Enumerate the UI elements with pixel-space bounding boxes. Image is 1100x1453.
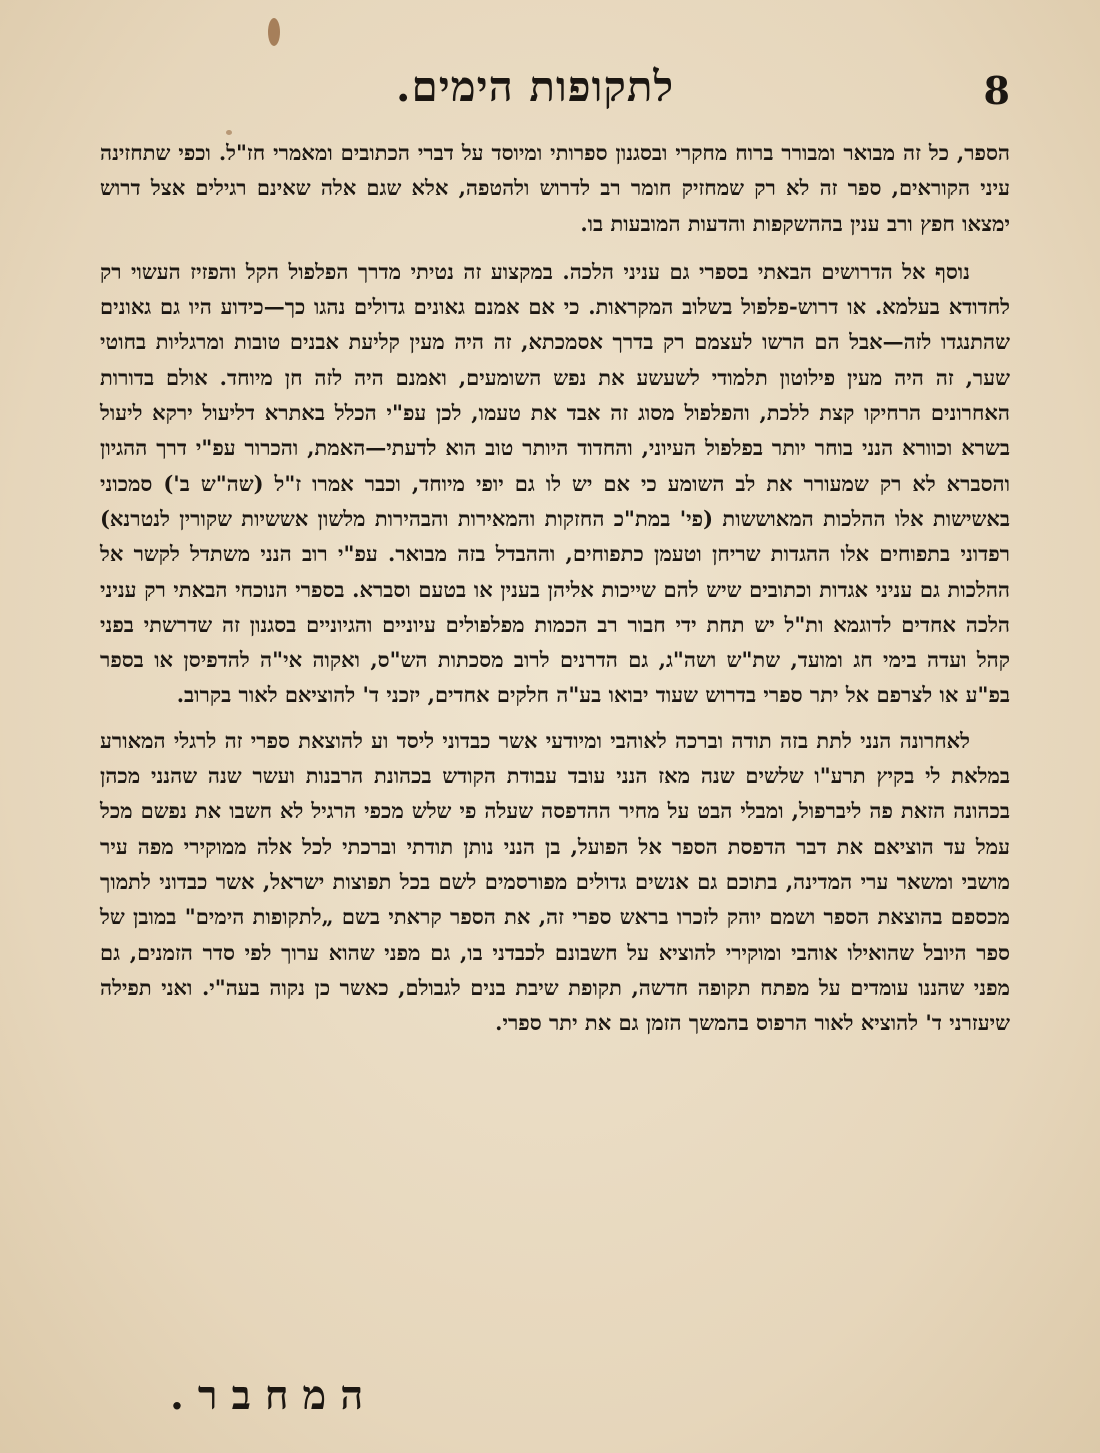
page-number: 8 [983, 68, 1010, 113]
paragraph: לאחרונה הנני לתת בזה תודה וברכה לאוהבי ומיודעי אשר כבדוני ליסד וע להוצאת ספרי זה לרגלי המאורע במלאת לי בקיץ תרע"ו שלשים שנה מאז הנני עובד עבודת הקודש בכהונת הרבנות ועשר שנה שהנני מכהן בכהונה הזאת פה ליברפול, ומבלי הבט על מחיר ההדפסה שעלה פי שלש מכפי הרגיל לא חשבו את נפשם מכל עמל עד הוציאם את דבר הדפסת הספר אל הפועל, בן הנני נותן תודתי וברכתי לכל אלה ממוקירי מפה עיר מושבי ומשאר ערי המדינה, בתוכם גם אנשים גדולים מפורסמים לשם בכל תפוצות ישראל, אשר כבדוני לתמוך מכספם בהוצאת הספר ושמם יוהק לזכרו בראש ספרי זה, את הספר קראתי בשם „לתקופות הימים" במובן של ספר היובל שהואילו אוהבי ומוקירי להוציא על חשבונם לכבדני בו, גם מפני שהוא ערוך לפי סדר הזמנים, גם מפני שהננו עומדים על מפתח תקופה חדשה, תקופת שיבת בנים לגבולם, כאשר כן נקוה בעה"י. ואני תפילה שיעזרני ד' להוציא לאור הרפוס בהמשך הזמן גם את יתר ספרי. [100, 727, 1011, 1036]
paragraph: נוסף אל הדרושים הבאתי בספרי גם עניני הלכה. במקצוע זה נטיתי מדרך הפלפול הקל והפזיז העשוי רק לחדודא בעלמא. או דרוש-פלפול בשלוב המקראות. כי אם אמנם גאונים גדולים נהגו כך—כידוע היו גם גאונים שהתנגדו לזה—אבל הם הרשו לעצמם רק בדרך אסמכתא, זה היה מעין קליעת אבנים טובות ומרגליות בחוטי שער, זה היה מעין פילוטון תלמודי לשעשע את נפש השומעים, ואמנם היה לזה חן מיוחד. אולם בדורות האחרונים הרחיקו קצת ללכת, והפלפול מסוג זה אבד את טעמו, לכן עפ"י הכלל באתרא דליעול ירקא ליעול בשרא וכוורא הנני בוחר יותר בפלפול העיוני, והחדוד היותר טוב הוא לדעתי—האמת, והכרור עפ"י דרך ההגיון והסברא לא רק שמעורר את לב השומע כי אם יש לו גם יופי מיוחד, וכבר אמרו ז"ל (שה"ש ב') סמכוני באשישות אלו ההלכות המאוששות (פי' במת"כ החזקות והמאירות והבהירות מלשון אששיות שקורין לנטרנא) רפדוני בתפוחים אלו ההגדות שריחן וטעמן כתפוחים, וההבדל בזה מבואר. עפ"י רוב הנני משתדל לקשר אל ההלכות גם עניני אגדות וכתובים שיש להם שייכות אליהן בענין או בטעם וסברא. בספרי הנוכחי הבאתי רק עניני הלכה אחדים לדוגמא ות"ל יש תחת ידי חבור רב הכמות מפלפולים עיוניים והגיוניים בסגנון זה שדרשתי בפני קהל ועדה בימי חג ומועד, שת"ש ושה"ג, גם הדרנים לרוב מסכתות הש"ס, ואקוה אי"ה להדפיסן או בספר בפ"ע או לצרפם אל יתר ספרי בדרוש שעוד יבואו בע"ה חלקים אחדים, יזכני ד' להוציאם לאור בקרוב. [100, 258, 1010, 708]
paragraph: הספר, כל זה מבואר ומבורר ברוח מחקרי ובסגנון ספרותי ומיוסד על דברי הכתובים ומאמרי חז"ל. וכפי שתחזינה עיני הקוראים, ספר זה לא רק שמחזיק חומר רב לדרוש ולהטפה, אלא שגם אלה שאינם רגילים אצל דרוש ימצאו חפץ ורב ענין בההשקפות והדעות המובעות בו. [100, 140, 1010, 236]
page-header [60, 62, 1010, 122]
paper-stain [268, 18, 280, 46]
author-signature: המחבר. [170, 1372, 378, 1419]
body-text [100, 135, 1010, 1040]
running-title: לתקופות הימים. [395, 62, 675, 111]
